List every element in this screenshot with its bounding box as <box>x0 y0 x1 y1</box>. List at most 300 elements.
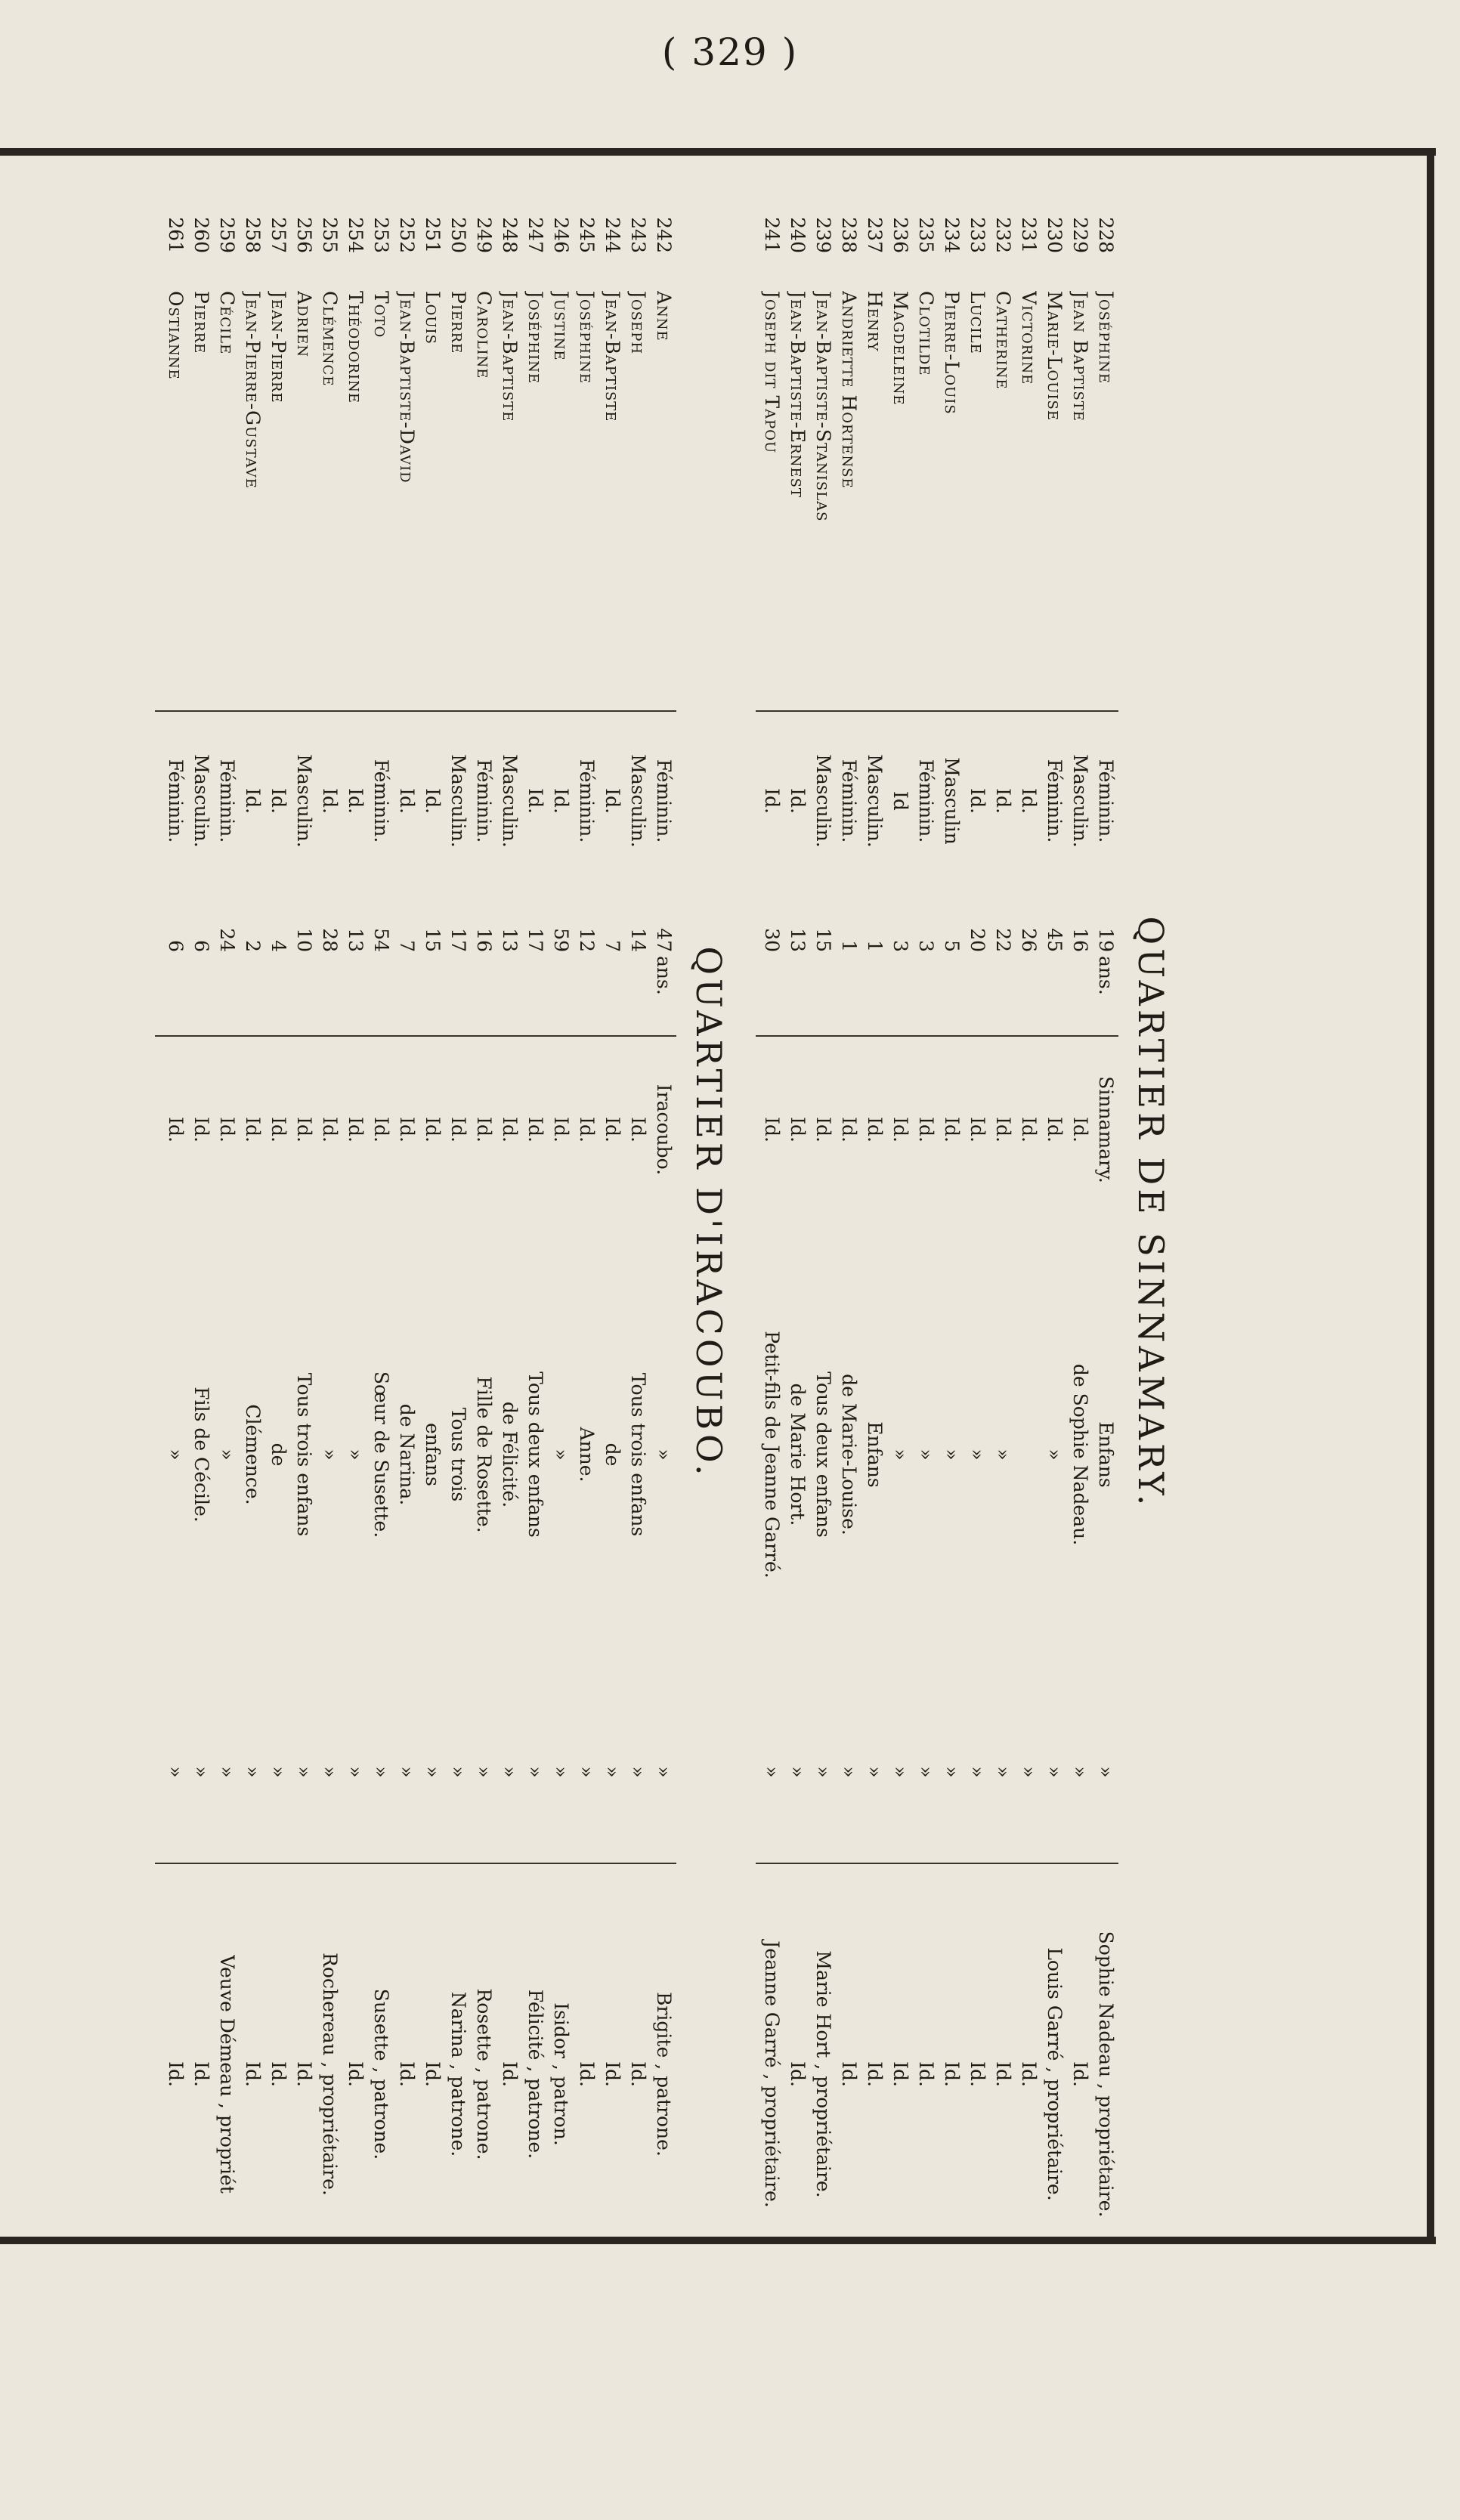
cell-owner: Id. <box>602 2061 623 2087</box>
table-row <box>759 155 784 2271</box>
cell-name: Andriette Hortense <box>838 291 860 489</box>
cell-sex: Féminin. <box>165 759 187 843</box>
section-title-sinnamary: QUARTIER DE SINNAMARY. <box>1131 916 1171 1510</box>
cell-mark: » <box>370 1766 392 1778</box>
table-row <box>861 155 887 2271</box>
table-row <box>599 155 625 2271</box>
cell-owner: Id. <box>915 2061 937 2087</box>
cell-mark: » <box>524 1766 546 1778</box>
table-row <box>1041 155 1067 2271</box>
cell-sex: Id. <box>345 788 367 814</box>
cell-obs: » <box>889 1449 911 1461</box>
cell-no: 242 <box>653 217 675 253</box>
cell-age: 12 <box>576 928 598 952</box>
cell-sex: Id. <box>524 788 546 814</box>
cell-mark: » <box>268 1766 289 1778</box>
cell-sex: Id. <box>1018 788 1040 814</box>
cell-name: Magdeleine <box>889 291 911 406</box>
section-title-iracoubo: QUARTIER D'IRACOUBO. <box>688 946 729 1480</box>
cell-sex: Masculin. <box>190 754 212 848</box>
cell-no: 240 <box>787 217 809 253</box>
table-row <box>836 155 861 2271</box>
cell-owner: Id. <box>396 2061 418 2087</box>
cell-age: 28 <box>319 928 341 952</box>
cell-sex: Féminin. <box>473 759 495 843</box>
cell-owner: Isidor , patron. <box>550 2002 572 2146</box>
cell-ans: ans. <box>653 956 675 995</box>
cell-obs: enfans <box>422 1423 444 1486</box>
cell-obs: » <box>941 1449 963 1461</box>
cell-loc: Id. <box>524 1117 546 1143</box>
cell-obs: Tous deux enfans <box>524 1371 546 1538</box>
cell-name: Jean Baptiste <box>1069 291 1091 422</box>
cell-obs: Tous trois enfans <box>293 1372 315 1537</box>
cell-name: Pierre-Louis <box>941 291 963 415</box>
table-row <box>810 155 836 2271</box>
cell-loc: Id. <box>1018 1117 1040 1143</box>
cell-age: 10 <box>293 928 315 952</box>
cell-loc: Id. <box>627 1117 649 1143</box>
cell-name: Marie-Louise <box>1044 291 1066 421</box>
cell-age: 6 <box>190 940 212 952</box>
cell-sex: Id. <box>242 788 264 814</box>
table-row <box>548 155 574 2271</box>
table-row <box>214 155 240 2271</box>
cell-age: 1 <box>838 940 860 952</box>
cell-obs: de Marie Hort. <box>787 1383 809 1526</box>
cell-loc: Id. <box>396 1117 418 1143</box>
cell-owner: Id. <box>889 2061 911 2087</box>
cell-name: Joséphine <box>576 291 598 385</box>
cell-sex: Masculin. <box>499 754 521 848</box>
cell-owner: Id. <box>992 2061 1014 2087</box>
cell-age: 17 <box>524 928 546 952</box>
cell-obs: Tous trois <box>447 1407 469 1502</box>
cell-mark: » <box>499 1766 521 1778</box>
cell-loc: Sinnamary. <box>1095 1076 1117 1183</box>
table-row <box>784 155 810 2271</box>
cell-sex: Id. <box>422 788 444 814</box>
cell-mark: » <box>787 1766 809 1778</box>
cell-loc: Id. <box>1044 1117 1066 1143</box>
cell-owner: Id. <box>190 2061 212 2087</box>
cell-no: 253 <box>370 217 392 253</box>
cell-age: 14 <box>627 928 649 952</box>
cell-loc: Id. <box>941 1117 963 1143</box>
cell-no: 234 <box>941 217 963 253</box>
cell-loc: Id. <box>1069 1117 1091 1143</box>
cell-no: 233 <box>967 217 988 253</box>
cell-loc: Id. <box>992 1117 1014 1143</box>
cell-mark: » <box>216 1766 238 1778</box>
cell-sex: Féminin. <box>576 759 598 843</box>
cell-owner: Id. <box>268 2061 289 2087</box>
cell-sex: Féminin. <box>1095 759 1117 843</box>
cell-loc: Id. <box>864 1117 886 1143</box>
cell-age: 3 <box>889 940 911 952</box>
cell-loc: Id. <box>370 1117 392 1143</box>
table-row <box>162 155 188 2271</box>
cell-loc: Id. <box>473 1117 495 1143</box>
cell-obs: Tous trois enfans <box>627 1372 649 1537</box>
cell-no: 249 <box>473 217 495 253</box>
table-row <box>651 155 676 2271</box>
cell-sex: Id. <box>319 788 341 814</box>
cell-name: Pierre <box>190 291 212 354</box>
cell-no: 255 <box>319 217 341 253</box>
cell-loc: Iracoubo. <box>653 1084 675 1176</box>
cell-age: 13 <box>787 928 809 952</box>
cell-sex: Id. <box>268 788 289 814</box>
cell-owner: Sophie Nadeau , propriétaire. <box>1095 1931 1117 2218</box>
cell-mark: » <box>242 1766 264 1778</box>
cell-obs: de Narina. <box>396 1403 418 1506</box>
cell-name: Joséphine <box>1095 291 1117 385</box>
cell-age: 2 <box>242 940 264 952</box>
cell-age: 15 <box>422 928 444 952</box>
table-row <box>265 155 291 2271</box>
cell-age: 47 <box>653 928 675 952</box>
cell-sex: Id. <box>992 788 1014 814</box>
cell-sex: Id <box>889 791 911 811</box>
cell-age: 13 <box>499 928 521 952</box>
cell-loc: Id. <box>422 1117 444 1143</box>
cell-loc: Id. <box>812 1117 834 1143</box>
cell-sex: Masculin. <box>627 754 649 848</box>
page-folio: ( 329 ) <box>661 30 799 74</box>
cell-age: 54 <box>370 928 392 952</box>
cell-mark: » <box>422 1766 444 1778</box>
table-row <box>496 155 522 2271</box>
cell-owner: Susette , patrone. <box>370 1988 392 2160</box>
cell-mark: » <box>1018 1766 1040 1778</box>
cell-mark: » <box>1044 1766 1066 1778</box>
cell-mark: » <box>550 1766 572 1778</box>
cell-loc: Id. <box>268 1117 289 1143</box>
cell-sex: Id. <box>550 788 572 814</box>
column-rule <box>756 710 1118 712</box>
cell-age: 7 <box>396 940 418 952</box>
cell-obs: Clémence. <box>242 1404 264 1505</box>
cell-mark: » <box>319 1766 341 1778</box>
cell-no: 258 <box>242 217 264 253</box>
table-row <box>574 155 599 2271</box>
column-rule <box>756 1035 1118 1037</box>
cell-no: 247 <box>524 217 546 253</box>
table-row <box>291 155 317 2271</box>
cell-sex: Id. <box>396 788 418 814</box>
cell-age: 45 <box>1044 928 1066 952</box>
cell-obs: » <box>992 1449 1014 1461</box>
cell-name: Toto <box>370 291 392 339</box>
cell-name: Théodorine <box>345 291 367 404</box>
cell-sex: Masculin. <box>864 754 886 848</box>
cell-sex: Id. <box>602 788 623 814</box>
cell-mark: » <box>473 1766 495 1778</box>
cell-name: Jean-Baptiste-Stanislas <box>812 291 834 522</box>
cell-age: 22 <box>992 928 1014 952</box>
cell-loc: Id. <box>190 1117 212 1143</box>
cell-loc: Id. <box>787 1117 809 1143</box>
cell-obs: » <box>345 1449 367 1461</box>
cell-sex: Id. <box>967 788 988 814</box>
cell-obs: Enfans <box>1095 1421 1117 1488</box>
cell-mark: » <box>915 1766 937 1778</box>
cell-age: 16 <box>1069 928 1091 952</box>
cell-owner: Id. <box>941 2061 963 2087</box>
cell-name: Jean-Baptiste-David <box>396 291 418 484</box>
cell-mark: » <box>627 1766 649 1778</box>
cell-name: Jean-Pierre <box>268 291 289 404</box>
register-table <box>68 155 1436 2271</box>
cell-loc: Id. <box>576 1117 598 1143</box>
cell-obs: de <box>602 1442 623 1467</box>
cell-age: 4 <box>268 940 289 952</box>
cell-obs: » <box>1044 1449 1066 1461</box>
cell-sex: Féminin. <box>653 759 675 843</box>
cell-owner: Brigite , patrone. <box>653 1992 675 2157</box>
cell-obs: Anne. <box>576 1427 598 1483</box>
table-row <box>188 155 214 2271</box>
cell-owner: Narina , patrone. <box>447 1991 469 2157</box>
cell-name: Jean-Baptiste <box>602 291 623 422</box>
cell-no: 250 <box>447 217 469 253</box>
cell-owner: Rochereau , propriétaire. <box>319 1953 341 2196</box>
cell-owner: Id. <box>242 2061 264 2087</box>
table-row <box>939 155 964 2271</box>
cell-obs: » <box>653 1449 675 1461</box>
cell-no: 252 <box>396 217 418 253</box>
table-row <box>990 155 1016 2271</box>
cell-owner: Id. <box>165 2061 187 2087</box>
cell-loc: Id. <box>319 1117 341 1143</box>
cell-sex: Id. <box>761 788 783 814</box>
column-rule <box>756 1863 1118 1864</box>
table-row <box>913 155 939 2271</box>
cell-sex: Féminin. <box>915 759 937 843</box>
cell-loc: Id. <box>550 1117 572 1143</box>
cell-name: Jean-Baptiste <box>499 291 521 422</box>
cell-mark: » <box>941 1766 963 1778</box>
table-row <box>471 155 496 2271</box>
cell-obs: » <box>216 1449 238 1461</box>
cell-no: 229 <box>1069 217 1091 253</box>
cell-loc: Id. <box>761 1117 783 1143</box>
cell-age: 26 <box>1018 928 1040 952</box>
cell-no: 259 <box>216 217 238 253</box>
cell-age: 3 <box>915 940 937 952</box>
cell-name: Joseph <box>627 291 649 355</box>
cell-loc: Id. <box>838 1117 860 1143</box>
cell-age: 6 <box>165 940 187 952</box>
cell-mark: » <box>165 1766 187 1778</box>
cell-mark: » <box>864 1766 886 1778</box>
cell-mark: » <box>1069 1766 1091 1778</box>
cell-no: 235 <box>915 217 937 253</box>
table-row <box>522 155 548 2271</box>
cell-mark: » <box>889 1766 911 1778</box>
cell-age: 19 <box>1095 928 1117 952</box>
cell-loc: Id. <box>499 1117 521 1143</box>
cell-obs: Enfans <box>864 1421 886 1488</box>
cell-mark: » <box>1095 1766 1117 1778</box>
cell-mark: » <box>602 1766 623 1778</box>
cell-no: 251 <box>422 217 444 253</box>
cell-mark: » <box>653 1766 675 1778</box>
table-row <box>887 155 913 2271</box>
cell-loc: Id. <box>345 1117 367 1143</box>
cell-age: 59 <box>550 928 572 952</box>
table-row <box>317 155 342 2271</box>
cell-sex: Féminin. <box>370 759 392 843</box>
cell-loc: Id. <box>293 1117 315 1143</box>
cell-name: Clémence <box>319 291 341 387</box>
cell-owner: Id. <box>499 2061 521 2087</box>
cell-sex: Masculin. <box>1069 754 1091 848</box>
cell-obs: » <box>165 1449 187 1461</box>
cell-sex: Masculin. <box>293 754 315 848</box>
cell-obs: Fils de Cécile. <box>190 1387 212 1523</box>
cell-owner: Id. <box>1069 2061 1091 2087</box>
cell-loc: Id. <box>165 1117 187 1143</box>
column-rule <box>155 1035 676 1037</box>
cell-owner: Id. <box>627 2061 649 2087</box>
cell-name: Clotilde <box>915 291 937 376</box>
cell-name: Justine <box>550 291 572 361</box>
cell-mark: » <box>992 1766 1014 1778</box>
cell-name: Victorine <box>1018 291 1040 385</box>
cell-obs: Sœur de Susette. <box>370 1371 392 1538</box>
table-row <box>1016 155 1041 2271</box>
cell-name: Louis <box>422 291 444 345</box>
cell-no: 261 <box>165 217 187 253</box>
cell-age: 13 <box>345 928 367 952</box>
cell-obs: » <box>319 1449 341 1461</box>
cell-mark: » <box>967 1766 988 1778</box>
cell-no: 228 <box>1095 217 1117 253</box>
cell-no: 237 <box>864 217 886 253</box>
cell-age: 30 <box>761 928 783 952</box>
cell-ans: ans. <box>1095 956 1117 995</box>
cell-owner: Jeanne Garré , propriétaire. <box>761 1940 783 2208</box>
table-row <box>1067 155 1093 2271</box>
table-row <box>445 155 471 2271</box>
cell-no: 245 <box>576 217 598 253</box>
table-row <box>368 155 394 2271</box>
cell-no: 230 <box>1044 217 1066 253</box>
cell-no: 236 <box>889 217 911 253</box>
cell-name: Adrien <box>293 291 315 358</box>
cell-loc: Id. <box>602 1117 623 1143</box>
cell-sex: Féminin. <box>838 759 860 843</box>
table-row <box>419 155 445 2271</box>
cell-owner: Id. <box>293 2061 315 2087</box>
cell-mark: » <box>812 1766 834 1778</box>
cell-no: 257 <box>268 217 289 253</box>
cell-obs: Petit-fils de Jeanne Garré. <box>761 1331 783 1578</box>
table-row <box>964 155 990 2271</box>
cell-mark: » <box>447 1766 469 1778</box>
cell-loc: Id. <box>967 1117 988 1143</box>
table-row <box>1093 155 1118 2271</box>
column-rule <box>155 1863 676 1864</box>
cell-name: Jean-Pierre-Gustave <box>242 291 264 489</box>
cell-owner: Id. <box>422 2061 444 2087</box>
cell-no: 239 <box>812 217 834 253</box>
cell-obs: de Sophie Nadeau. <box>1069 1363 1091 1546</box>
cell-no: 238 <box>838 217 860 253</box>
cell-age: 17 <box>447 928 469 952</box>
cell-mark: » <box>190 1766 212 1778</box>
cell-no: 256 <box>293 217 315 253</box>
cell-loc: Id. <box>915 1117 937 1143</box>
cell-no: 246 <box>550 217 572 253</box>
cell-no: 243 <box>627 217 649 253</box>
cell-mark: » <box>838 1766 860 1778</box>
cell-owner: Id. <box>838 2061 860 2087</box>
cell-name: Catherine <box>992 291 1014 390</box>
cell-name: Joseph dit Tapou <box>761 291 783 454</box>
cell-obs: » <box>915 1449 937 1461</box>
cell-sex: Id. <box>787 788 809 814</box>
cell-mark: » <box>396 1766 418 1778</box>
cell-name: Lucile <box>967 291 988 354</box>
cell-age: 20 <box>967 928 988 952</box>
cell-name: Cécile <box>216 291 238 355</box>
cell-no: 248 <box>499 217 521 253</box>
cell-age: 24 <box>216 928 238 952</box>
cell-owner: Id. <box>576 2061 598 2087</box>
cell-name: Jean-Baptiste-Ernest <box>787 291 809 498</box>
cell-mark: » <box>761 1766 783 1778</box>
cell-owner: Id. <box>787 2061 809 2087</box>
cell-obs: » <box>550 1449 572 1461</box>
cell-no: 231 <box>1018 217 1040 253</box>
cell-sex: Masculin <box>941 757 963 845</box>
cell-loc: Id. <box>216 1117 238 1143</box>
cell-no: 241 <box>761 217 783 253</box>
cell-obs: de Félicité. <box>499 1401 521 1508</box>
cell-no: 232 <box>992 217 1014 253</box>
cell-sex: Masculin. <box>812 754 834 848</box>
cell-no: 260 <box>190 217 212 253</box>
cell-owner: Félicité , patrone. <box>524 1989 546 2160</box>
cell-owner: Id. <box>345 2061 367 2087</box>
cell-obs: Tous deux enfans <box>812 1371 834 1538</box>
cell-no: 254 <box>345 217 367 253</box>
cell-sex: Féminin. <box>216 759 238 843</box>
cell-mark: » <box>345 1766 367 1778</box>
cell-owner: Marie Hort , propriétaire. <box>812 1950 834 2198</box>
table-row <box>394 155 419 2271</box>
cell-owner: Veuve Démeau , propriét <box>216 1955 238 2194</box>
cell-mark: » <box>576 1766 598 1778</box>
cell-mark: » <box>293 1766 315 1778</box>
cell-loc: Id. <box>889 1117 911 1143</box>
cell-obs: de Marie-Louise. <box>838 1374 860 1535</box>
cell-name: Joséphine <box>524 291 546 385</box>
cell-obs: de <box>268 1442 289 1467</box>
cell-owner: Id. <box>1018 2061 1040 2087</box>
cell-age: 7 <box>602 940 623 952</box>
cell-name: Henry <box>864 291 886 352</box>
cell-owner: Id. <box>864 2061 886 2087</box>
cell-obs: » <box>967 1449 988 1461</box>
table-row <box>625 155 651 2271</box>
cell-loc: Id. <box>242 1117 264 1143</box>
cell-name: Pierre <box>447 291 469 354</box>
cell-age: 15 <box>812 928 834 952</box>
